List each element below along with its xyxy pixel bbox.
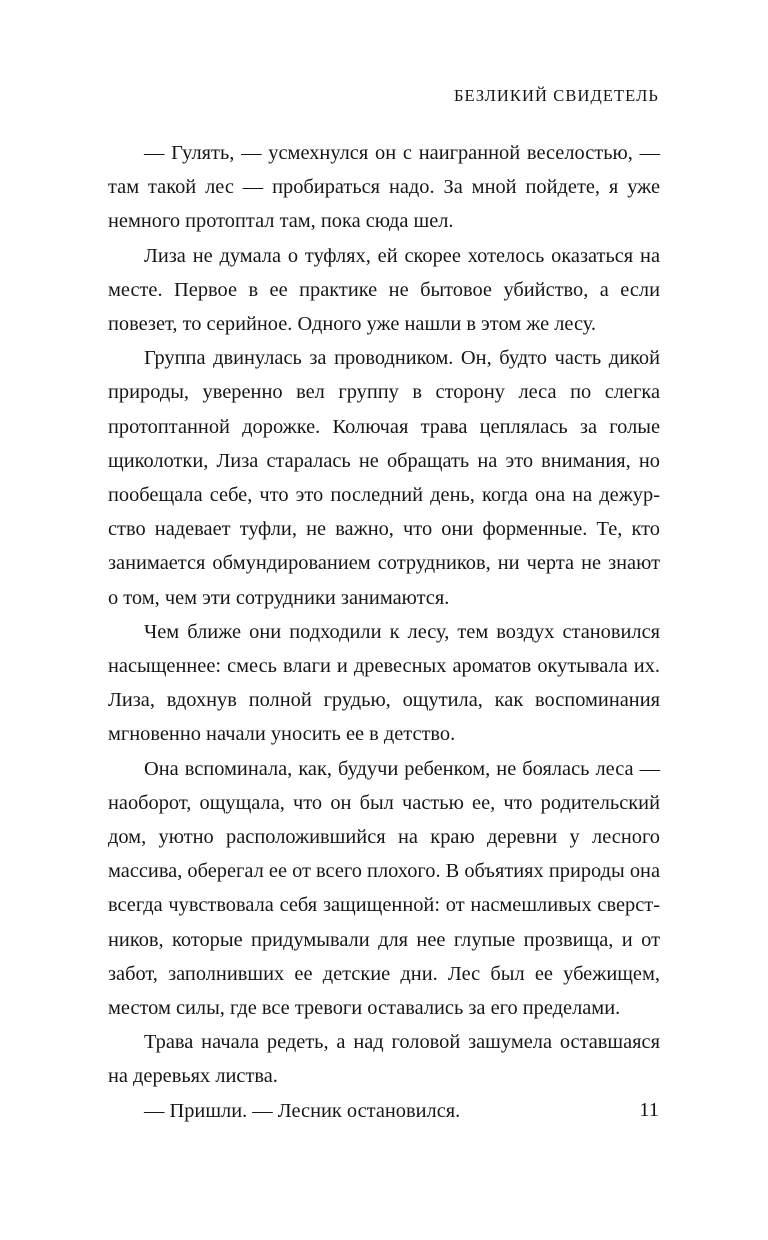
page-number: 11 (639, 1099, 659, 1121)
paragraph: — Пришли. — Лесник остановился. (144, 1099, 461, 1122)
running-head: БЕЗЛИКИЙ СВИДЕТЕЛЬ (453, 86, 659, 105)
paragraph: Она вспоминала, как, будучи ребенком, не боялась леса — наоборот, ощущала, что он был частью ее, что родительский дом, уютно расположившийся на краю деревни у лесного массива, оберегал ее от всего плохого. В объятиях природы она всегда чувствовала себя защищенной: от насмешливых сверстников, которые придумывали для нее глупые прозвища, и от забот, заполнивших ее детские дни. Лес был ее убежищем, местом силы, где все тревоги оставались за его пределами. (108, 757, 660, 1020)
paragraph: Трава начала редеть, а над головой зашумела оставшаяся на деревьях листва. (108, 1031, 660, 1088)
page-body (108, 136, 660, 1128)
paragraph: Чем ближе они подходили к лесу, тем воздух становился насыщеннее: смесь влаги и древесных ароматов окутывала их. Лиза, вдохнув полной грудью, ощутила, как воспоминания мгновенно начали уносить ее в детство. (108, 620, 660, 746)
paragraph: Группа двинулась за проводником. Он, будто часть дикой природы, уверенно вел группу в сторону леса по слегка протоптанной дорожке. Колючая трава цеплялась за голые щиколотки, Лиза старалась не обращать на это внимания, но пообещала себе, что это последний день, когда она на дежурство надевает туфли, не важно, что они форменные. Те, кто занимается обмундированием сотрудников, ни черта не знают о том, чем эти сотрудники занимаются. (108, 347, 660, 609)
paragraph: Лиза не думала о туфлях, ей скорее хотелось оказаться на месте. Первое в ее практике не бытовое убийство, а если повезет, то серийное. Одного уже нашли в этом же лесу. (108, 244, 660, 336)
paragraph: — Гулять, — усмехнулся он с наигранной веселостью, — там такой лес — пробираться надо. За мной пойдете, я уже немного протоптал там, пока сюда шел. (108, 142, 660, 233)
